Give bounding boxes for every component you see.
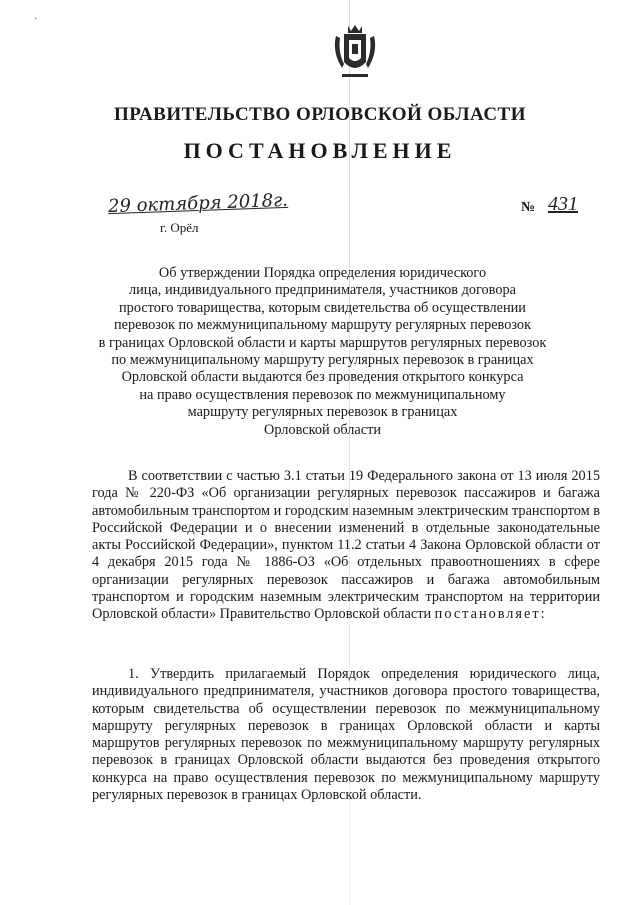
subject-line: Орловской области	[264, 421, 381, 438]
subject-line: по межмуниципальному маршруту регулярных перевозок в границах	[111, 352, 534, 369]
resolves-word: постановляет:	[434, 606, 547, 623]
handwritten-number: 431	[548, 193, 578, 215]
clause-1-paragraph: 1. Утвердить прилагаемый Порядок определения юридического лица, индивидуального предпринимателя, участников договора простого товарищества, которым свидетельства об осуществлении перевозок по межмуниципальному маршруту регулярных перевозок в границах Орловской области и карты маршрутов регулярных перевозок по межмуниципальному маршруту регулярных перевозок в границах Орловской области выдаются без проведения открытого конкурса на право осуществления перевозок по межмуниципальному маршруту регулярных перевозок в границах Орловской области.	[92, 666, 600, 804]
decree-subject	[90, 265, 555, 439]
coat-of-arms-icon	[330, 22, 380, 82]
subject-line: на право осуществления перевозок по межмуниципальному	[139, 386, 506, 403]
subject-line: в границах Орловской области и карты маршрутов регулярных перевозок	[98, 334, 547, 351]
subject-line: лица, индивидуального предпринимателя, участников договора	[129, 282, 516, 299]
subject-line: Орловской области выдаются без проведения открытого конкурса	[121, 369, 524, 386]
preamble-paragraph	[92, 468, 600, 624]
handwritten-date: 29 октября 2018г.	[107, 189, 289, 218]
subject-line: перевозок по межмуниципальному маршруту регулярных перевозок	[113, 317, 532, 334]
subject-line: маршруту регулярных перевозок в границах	[187, 404, 458, 421]
city-name: г. Орёл	[160, 220, 199, 235]
subject-line: Об утверждении Порядка определения юридического	[158, 265, 487, 281]
government-name: ПРАВИТЕЛЬСТВО ОРЛОВСКОЙ ОБЛАСТИ	[113, 104, 526, 125]
number-label: №	[521, 200, 536, 215]
scan-mark: ·	[34, 14, 38, 25]
subject-line: простого товарищества, которым свидетельства об осуществлении	[119, 299, 526, 316]
document-type: ПОСТАНОВЛЕНИЕ	[183, 138, 457, 163]
preamble-text: В соответствии с частью 3.1 статьи 19 Федерального закона от 13 июля 2015 года № 220-ФЗ «Об организации регулярных перевозок пассажиров и багажа автомобильным транспортом и городским наземным электрическим транспортом в Российской Федерации и о внесении изменений в отдельные законодательные акты Российской Федерации», пунктом 11.2 статьи 4 Закона Орловской области от 4 декабря 2015 года № 1886-ОЗ «Об отдельных правоотношениях в сфере организации регулярных перевозок пассажиров и багажа автомобильным транспортом и городским наземным электрическим транспортом на территории Орловской области» Правительство Орловской области	[92, 468, 600, 623]
